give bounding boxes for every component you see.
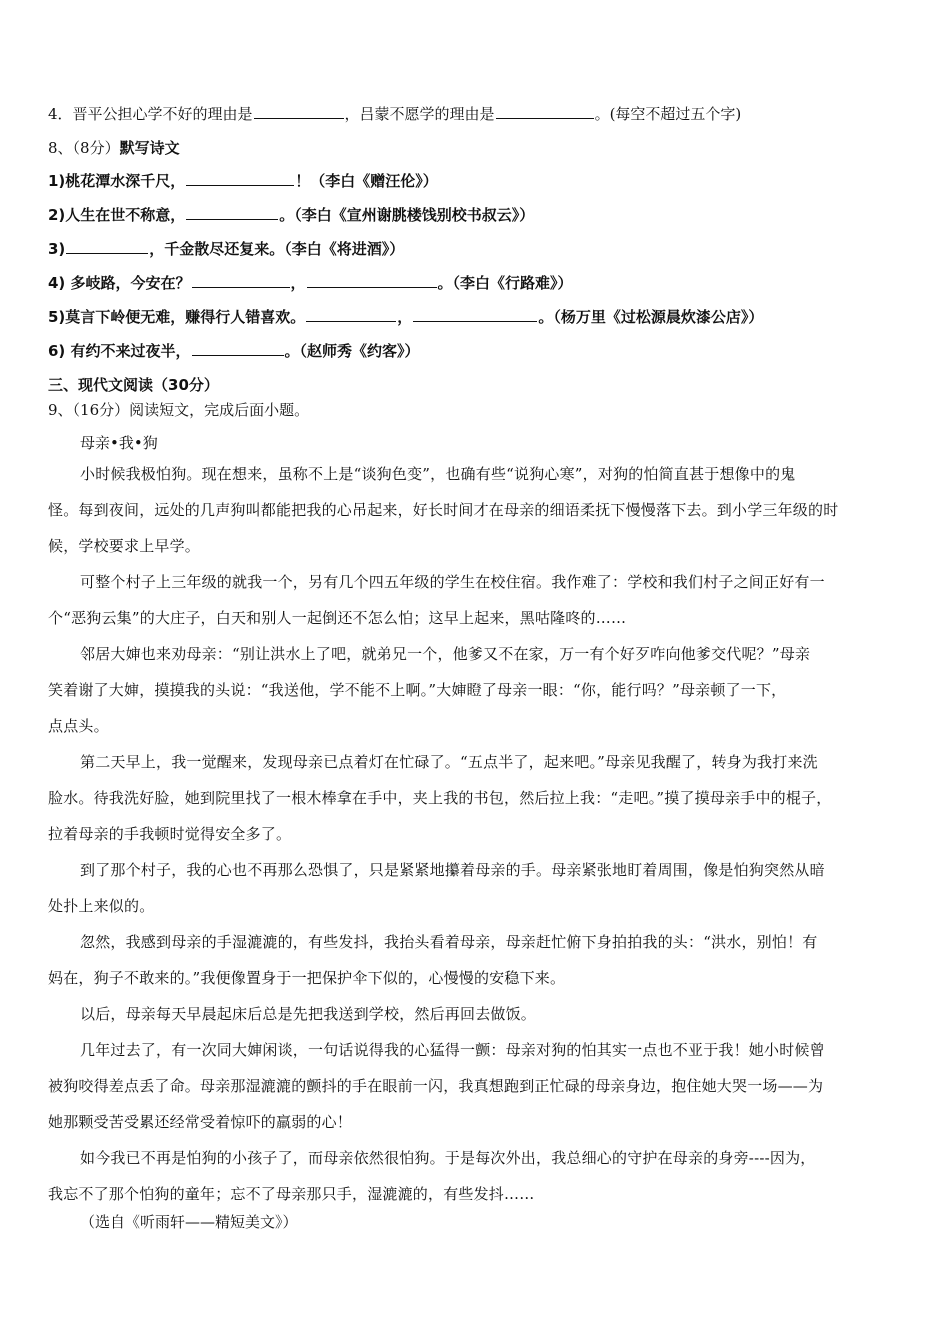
article-paragraph (48, 924, 908, 996)
q8-item-3: 3) ，千金散尽还复来。（李白《将进酒》） (48, 240, 405, 258)
article-body (48, 456, 908, 1212)
article-line: 如今我已不再是怕狗的小孩子了，而母亲依然很怕狗。于是每次外出，我总细心的守护在母亲的身旁----因为， (80, 1149, 816, 1167)
q4-prefix: 4．晋平公担心学不好的理由是 (48, 105, 253, 123)
q8-item-2: 2)人生在世不称意， 。（李白《宣州谢朓楼饯别校书叔云》） (48, 206, 535, 224)
article-line: 她那颗受苦受累还经常受着惊吓的羸弱的心！ (48, 1113, 353, 1131)
q8-title: 默写诗文 (119, 139, 180, 157)
article-paragraph (48, 996, 908, 1032)
article-paragraph (48, 1032, 908, 1140)
article-line: 可整个村子上三年级的就我一个，另有几个四五年级的学生在校住宿。我作难了：学校和我们村子之间正好有一 (80, 573, 825, 591)
article-line: 拉着母亲的手我顿时觉得安全多了。 (48, 825, 292, 843)
article-line: 第二天早上，我一觉醒来，发现母亲已点着灯在忙碌了。“五点半了，起来吧。”母亲见我醒了，转身为我打来洗 (80, 753, 818, 771)
q8-item-2-blank[interactable] (186, 205, 278, 220)
q4-suffix: 。(每空不超过五个字) (594, 105, 742, 123)
q8-item-4-blank-2[interactable] (307, 273, 437, 288)
q8-item-4: 4) 多岐路，今安在？ ， 。（李白《行路难》） (48, 274, 573, 292)
article-line: 到了那个村子，我的心也不再那么恐惧了，只是紧紧地攥着母亲的手。母亲紧张地盯着周围，像是怕狗突然从暗 (80, 861, 825, 879)
q8-item-5-blank-2[interactable] (413, 307, 537, 322)
article-line: 处扑上来似的。 (48, 897, 155, 915)
article-line: 被狗咬得差点丢了命。母亲那湿漉漉的颤抖的手在眼前一闪，我真想跑到正忙碌的母亲身边，抱住她大哭一场——为 (48, 1077, 824, 1095)
article-title: 母亲•我•狗 (80, 434, 158, 452)
article-paragraph (48, 456, 908, 564)
article-paragraph (48, 1140, 908, 1212)
article-line: 妈在，狗子不敢来的。”我便像置身于一把保护伞下似的，心慢慢的安稳下来。 (48, 969, 566, 987)
q8-item-4-blank-1[interactable] (192, 273, 290, 288)
q8-number: 8、（8分） (48, 139, 120, 157)
article-line: 点点头。 (48, 717, 109, 735)
q8-item-1-blank[interactable] (186, 171, 294, 186)
article-line: 邻居大婶也来劝母亲：“别让洪水上了吧，就弟兄一个，他爹又不在家，万一有个好歹咋向他爹交代呢？”母亲 (80, 645, 811, 663)
q8-item-5-blank-1[interactable] (306, 307, 396, 322)
article-line: 个“恶狗云集”的大庄子，白天和别人一起倒还不怎么怕；这早上起来，黑咕隆咚的…… (48, 609, 627, 627)
article-line: 笑着谢了大婶，摸摸我的头说：“我送他，学不能不上啊。”大婶瞪了母亲一眼：“你，能行吗？”母亲顿了一下， (48, 681, 787, 699)
article-line: 几年过去了，有一次同大婶闲谈，一句话说得我的心猛得一颤：母亲对狗的怕其实一点也不亚于我！她小时候曾 (80, 1041, 825, 1059)
q8-item-5: 5)莫言下岭便无难，赚得行人错喜欢。 ， 。（杨万里《过松源晨炊漆公店》） (48, 308, 764, 326)
q8-item-1: 1)桃花潭水深千尺， ！（李白《赠汪伦》） (48, 172, 438, 190)
article-line: 候，学校要求上早学。 (48, 537, 201, 555)
question-9-intro: 9、（16分）阅读短文，完成后面小题。 (48, 401, 310, 419)
question-8-header (48, 138, 180, 158)
q4-blank-2[interactable] (496, 104, 594, 119)
q8-item-3-blank[interactable] (66, 239, 148, 254)
section-3-title: 三、现代文阅读（30分） (48, 376, 219, 394)
article-line: 忽然，我感到母亲的手湿漉漉的，有些发抖，我抬头看着母亲，母亲赶忙俯下身拍拍我的头：“洪水，别怕！有 (80, 933, 818, 951)
article-line: 脸水。待我洗好脸，她到院里找了一根木棒拿在手中，夹上我的书包，然后拉上我：“走吧。”摸了摸母亲手中的棍子， (48, 789, 832, 807)
q4-mid: ，吕蒙不愿学的理由是 (344, 105, 495, 123)
q4-blank-1[interactable] (254, 104, 344, 119)
article-line: 怪。每到夜间，远处的几声狗叫都能把我的心吊起来，好长时间才在母亲的细语柔抚下慢慢落下去。到小学三年级的时 (48, 501, 839, 519)
article-paragraph (48, 636, 908, 744)
q8-item-6: 6) 有约不来过夜半， 。（赵师秀《约客》） (48, 342, 420, 360)
q8-item-6-blank[interactable] (192, 341, 284, 356)
article-paragraph (48, 744, 908, 852)
article-line: 我忘不了那个怕狗的童年；忘不了母亲那只手，湿漉漉的，有些发抖…… (48, 1185, 535, 1203)
article-paragraph (48, 564, 908, 636)
article-paragraph (48, 852, 908, 924)
article-line: 小时候我极怕狗。现在想来，虽称不上是“谈狗色变”，也确有些“说狗心寒”，对狗的怕简直甚于想像中的鬼 (80, 465, 796, 483)
article-source: （选自《听雨轩——精短美文》） (80, 1213, 298, 1231)
article-line: 以后，母亲每天早晨起床后总是先把我送到学校，然后再回去做饭。 (80, 1005, 537, 1023)
question-4 (48, 104, 741, 124)
